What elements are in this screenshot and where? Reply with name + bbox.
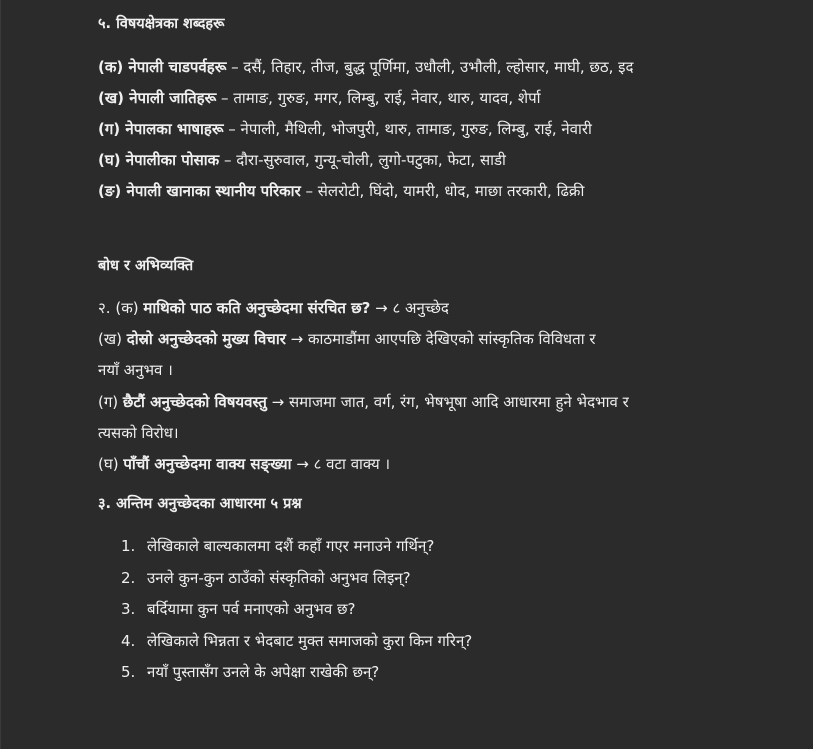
list-item (98, 181, 584, 201)
item-text: – दौरा-सुरुवाल, गुन्यू-चोली, लुगो-पटुका, फेटा, साडी (219, 151, 506, 169)
item-label: (घ) नेपालीका पोसाक (98, 151, 220, 169)
q-prefix: (ख) (98, 330, 127, 348)
item-text: – तामाङ, गुरुङ, मगर, लिम्बु, राई, नेवार, थारु, यादव, शेर्पा (216, 89, 541, 107)
list-item (121, 599, 472, 631)
item-text: उनले कुन-कुन ठाउँको संस्कृतिको अनुभव लिइन्? (147, 568, 411, 587)
question-2b (98, 329, 596, 349)
list-item (121, 631, 472, 663)
q-text: पाँचौं अनुच्छेदमा वाक्य सङ्ख्या (123, 455, 292, 473)
q-text: माथिको पाठ कति अनुच्छेदमा संरचित छ? (143, 299, 371, 317)
q-text: दोस्रो अनुच्छेदको मुख्य विचार (126, 330, 286, 348)
item-label: (ख) नेपाली जातिहरू (98, 89, 217, 107)
section5-heading: ५. विषयक्षेत्रका शब्दहरू (98, 16, 225, 32)
q-prefix: (घ) (98, 455, 124, 473)
list-item (121, 568, 472, 600)
question-2b-cont: नयाँ अनुभव । (98, 361, 173, 379)
item-number: 4. (121, 631, 136, 650)
item-text: बर्दियामा कुन पर्व मनाएको अनुभव छ? (147, 600, 356, 618)
q-answer: → ८ अनुच्छेद (370, 299, 449, 317)
q-text: छैटौं अनुच्छेदको विषयवस्तु (122, 393, 267, 411)
bodh-heading: बोध र अभिव्यक्ति (98, 258, 194, 274)
item-number: 5. (121, 663, 136, 681)
item-label: (क) नेपाली चाडपर्वहरू (98, 58, 227, 76)
list-item (121, 662, 472, 694)
item-text: लेखिकाले भिन्नता र भेदबाट मुक्त समाजको कुरा किन गरिन्? (147, 631, 473, 650)
item-label: (ग) नेपालका भाषाहरू (98, 120, 224, 138)
question-2c-cont: त्यसको विरोध। (98, 424, 179, 442)
question-2d (98, 454, 390, 474)
q-prefix: २. (क) (98, 299, 144, 317)
list-item (121, 536, 472, 568)
list-item (98, 57, 634, 77)
item-text: – नेपाली, मैथिली, भोजपुरी, थारु, तामाङ, गुरुङ, लिम्बु, राई, नेवारी (223, 120, 592, 138)
question-list (121, 536, 472, 694)
list-item (98, 119, 592, 139)
q-answer: → ८ वटा वाक्य । (291, 455, 391, 473)
item-number: 2. (121, 568, 136, 587)
section3-heading: ३. अन्तिम अनुच्छेदका आधारमा ५ प्रश्न (98, 496, 302, 512)
question-2c (98, 392, 629, 412)
item-number: 3. (121, 600, 136, 618)
question-2a (98, 298, 449, 318)
item-text: लेखिकाले बाल्यकालमा दशैं कहाँ गएर मनाउने गर्थिन्? (147, 537, 435, 555)
item-text: – दसैं, तिहार, तीज, बुद्ध पूर्णिमा, उधौली, उभौली, ल्होसार, माघी, छठ, इद (226, 58, 634, 76)
item-label: (ङ) नेपाली खानाका स्थानीय परिकार (98, 182, 301, 200)
q-answer: → समाजमा जात, वर्ग, रंग, भेषभूषा आदि आधारमा हुने भेदभाव र (266, 393, 629, 411)
item-text: – सेलरोटी, घिंदो, यामरी, धोद, माछा तरकारी, ढिक्री (300, 182, 585, 200)
item-text: नयाँ पुस्तासँग उनले के अपेक्षा राखेकी छन्? (147, 663, 380, 681)
q-prefix: (ग) (98, 393, 123, 411)
list-item (98, 150, 506, 170)
item-number: 1. (121, 537, 136, 555)
list-item (98, 88, 540, 108)
q-answer: → काठमाडौंमा आएपछि देखिएको सांस्कृतिक विविधता र (285, 330, 596, 348)
